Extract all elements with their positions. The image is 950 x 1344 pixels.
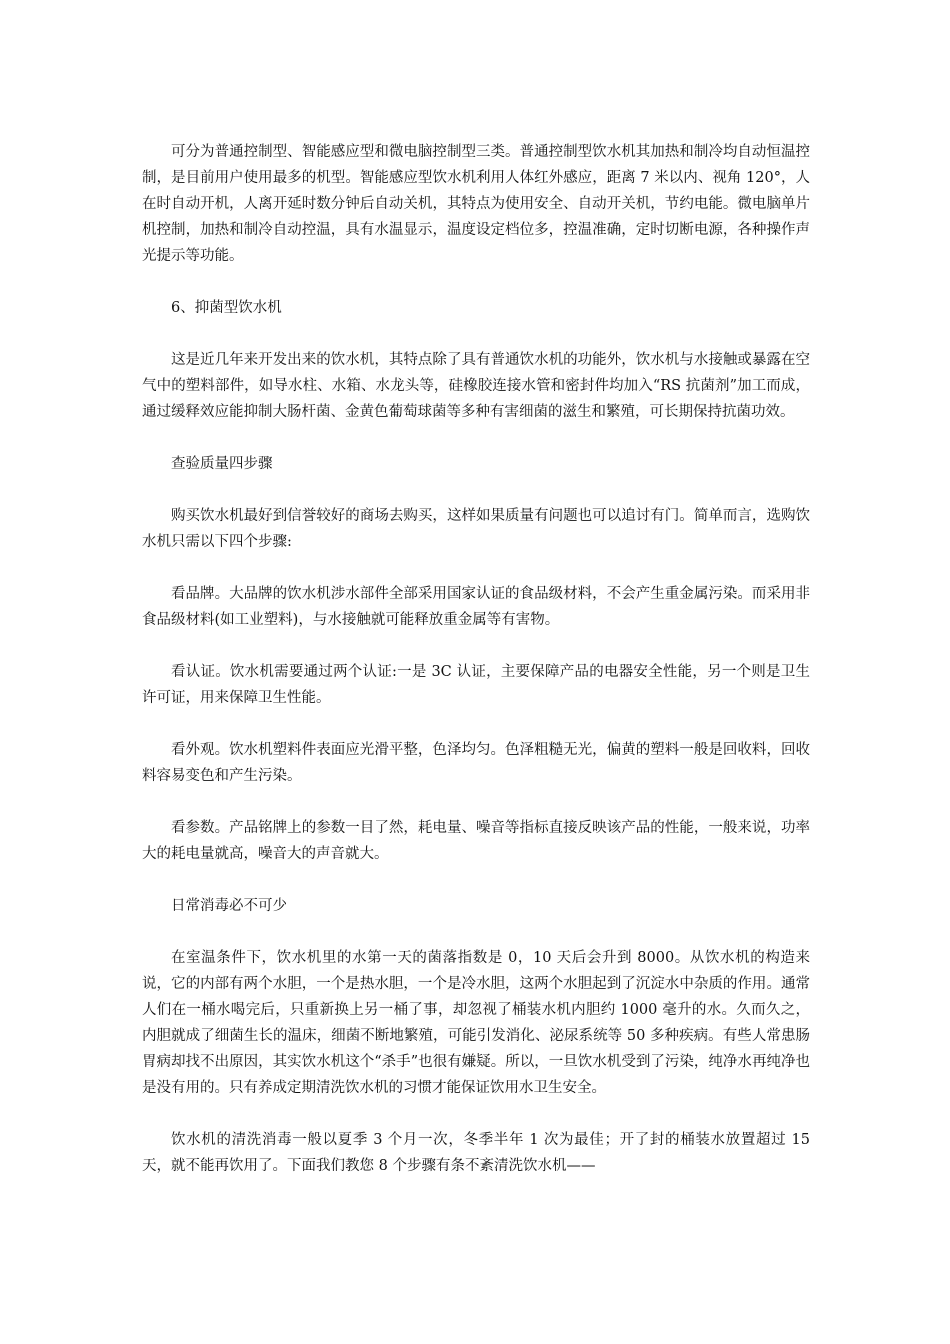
paragraph-antibacterial: 这是近几年来开发出来的饮水机，其特点除了具有普通饮水机的功能外，饮水机与水接触或暴露在空气中的塑料部件，如导水柱、水箱、水龙头等，硅橡胶连接水管和密封件均加入“RS 抗菌剂”加工而成，通过缓释效应能抑制大肠杆菌、金黄色葡萄球菌等多种有害细菌的滋生和繁殖，可长期保持抗菌功效。 [142,352,810,420]
paragraph-check-parameters: 看参数。产品铭牌上的参数一目了然，耗电量、噪音等指标直接反映该产品的性能，一般来说，功率大的耗电量就高，噪音大的声音就大。 [142,820,810,862]
paragraph-machine-types: 可分为普通控制型、智能感应型和微电脑控制型三类。普通控制型饮水机其加热和制冷均自动恒温控制，是目前用户使用最多的机型。智能感应型饮水机利用人体红外感应，距离 7 米以内、视角 120°，人在时自动开机，人离开延时数分钟后自动关机，其特点为使用安全、自动开关机，节约电能。微电脑单片机控制，加热和制冷自动控温，具有水温显示，温度设定档位多，控温准确，定时切断电源，各种操作声光提示等功能。 [142,144,810,264]
paragraph-bacteria-growth: 在室温条件下，饮水机里的水第一天的菌落指数是 0，10 天后会升到 8000。从饮水机的构造来说，它的内部有两个水胆，一个是热水胆，一个是冷水胆，这两个水胆起到了沉淀水中杂质的作用。通常人们在一桶水喝完后，只重新换上另一桶了事，却忽视了桶装水机内胆约 1000 毫升的水。久而久之，内胆就成了细菌生长的温床，细菌不断地繁殖，可能引发消化、泌尿系统等 50 多种疾病。有些人常患肠胃病却找不出原因，其实饮水机这个“杀手”也很有嫌疑。所以，一旦饮水机受到了污染，纯净水再纯净也是没有用的。只有养成定期清洗饮水机的习惯才能保证饮用水卫生安全。 [142,950,810,1096]
paragraph-check-brand: 看品牌。大品牌的饮水机涉水部件全部采用国家认证的食品级材料，不会产生重金属污染。而采用非食品级材料(如工业塑料)，与水接触就可能释放重金属等有害物。 [142,586,810,628]
document-body [142,139,810,1205]
paragraph-purchase-advice: 购买饮水机最好到信誉较好的商场去购买，这样如果质量有问题也可以追讨有门。简单而言，选购饮水机只需以下四个步骤: [142,508,810,550]
paragraph-cleaning-frequency: 饮水机的清洗消毒一般以夏季 3 个月一次，冬季半年 1 次为最佳；开了封的桶装水放置超过 15 天，就不能再饮用了。下面我们教您 8 个步骤有条不紊清洗饮水机—— [142,1132,810,1174]
section-heading-daily-disinfection: 日常消毒必不可少 [171,898,287,914]
paragraph-check-appearance: 看外观。饮水机塑料件表面应光滑平整，色泽均匀。色泽粗糙无光，偏黄的塑料一般是回收料，回收料容易变色和产生污染。 [142,742,810,784]
section-heading-antibacterial: 6、抑菌型饮水机 [171,300,282,316]
section-heading-quality-check: 查验质量四步骤 [171,456,273,472]
paragraph-check-certification: 看认证。饮水机需要通过两个认证:一是 3C 认证，主要保障产品的电器安全性能，另一个则是卫生许可证，用来保障卫生性能。 [142,664,810,706]
